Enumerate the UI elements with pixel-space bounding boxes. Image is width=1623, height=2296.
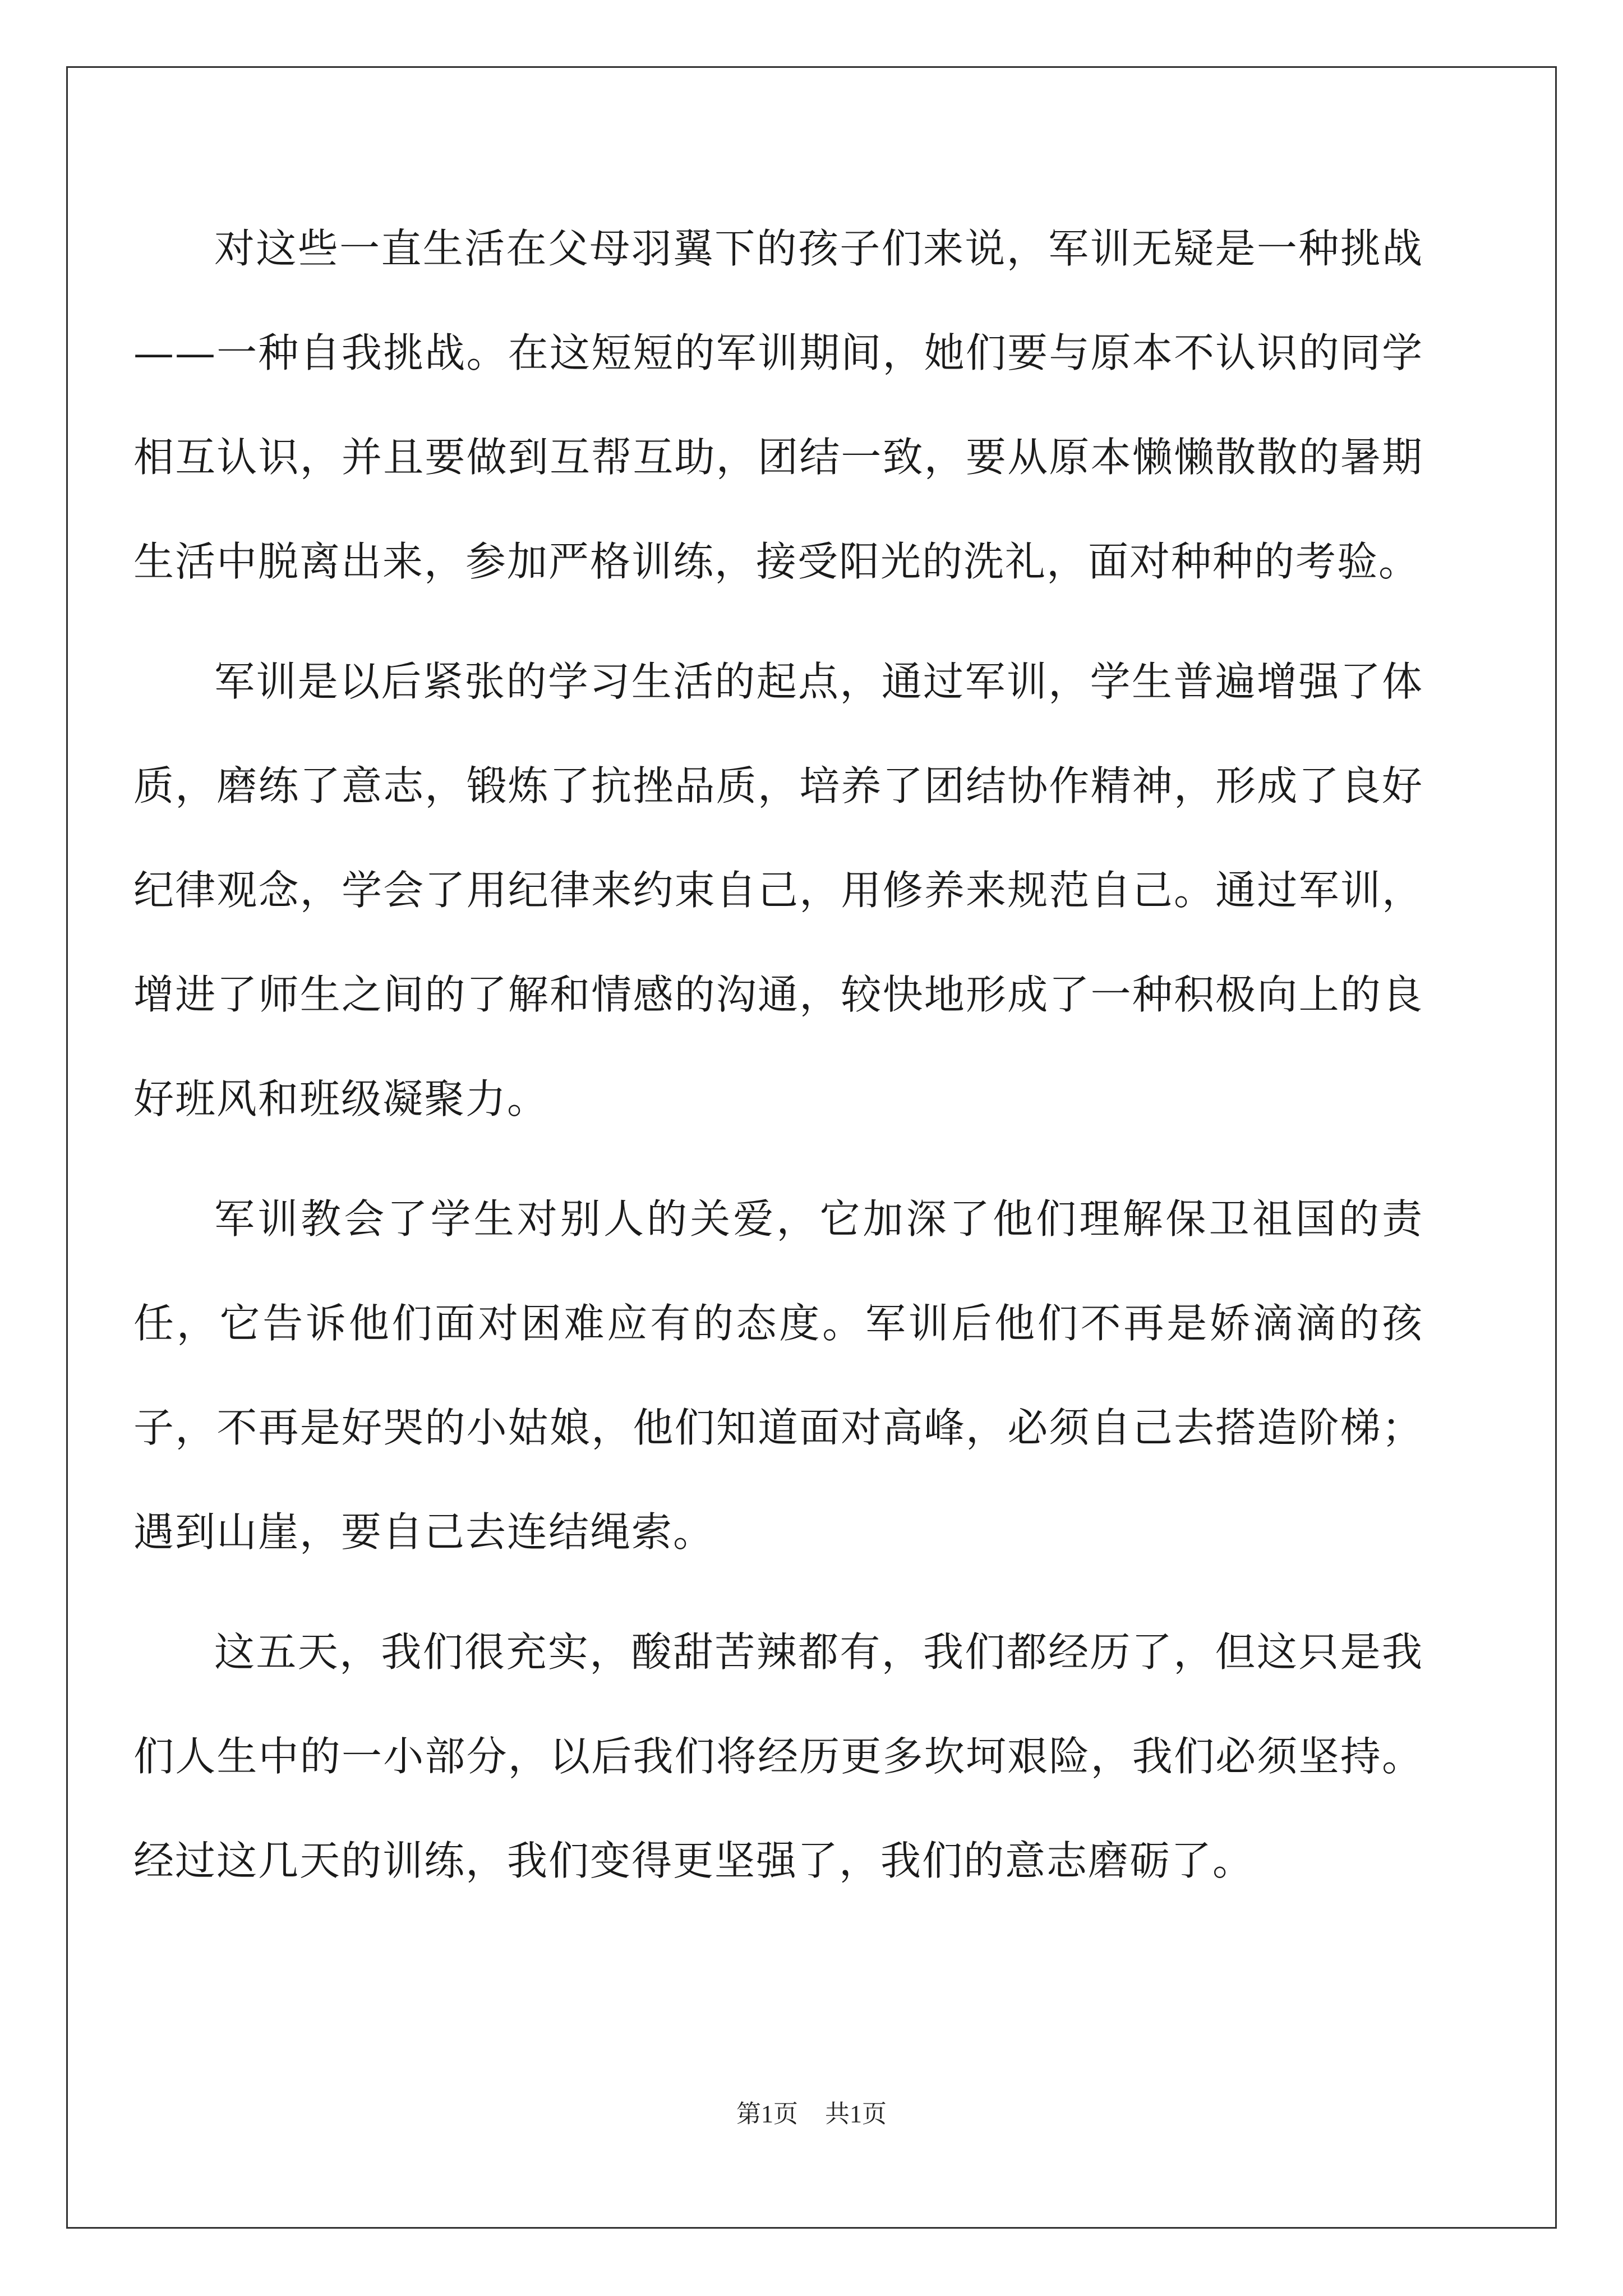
page-total: 共1页 <box>825 2100 887 2128</box>
paragraph-4: 这五天，我们很充实，酸甜苦辣都有，我们都经历了，但这只是我们人生中的一小部分，以后我们将经历更多坎坷艰险，我们必须坚持。经过这几天的训练，我们变得更坚强了，我们的意志磨砺了。 <box>133 1628 1423 1884</box>
page-footer <box>0 2093 1623 2129</box>
paragraph-3: 军训教会了学生对别人的关爱，它加深了他们理解保卫祖国的责任，它告诉他们面对困难应有的态度。军训后他们不再是娇滴滴的孩子，不再是好哭的小姑娘，他们知道面对高峰，必须自己去搭造阶梯；遇到山崖，要自己去连结绳索。 <box>133 1195 1423 1556</box>
page-number: 第1页 <box>736 2100 798 2128</box>
document-body <box>133 196 1423 1929</box>
paragraph-2: 军训是以后紧张的学习生活的起点，通过军训，学生普遍增强了体质，磨练了意志，锻炼了抗挫品质，培养了团结协作精神，形成了良好纪律观念，学会了用纪律来约束自己，用修养来规范自己。通过军训，增进了师生之间的了解和情感的沟通，较快地形成了一种积极向上的良好班风和班级凝聚力。 <box>133 658 1423 1122</box>
paragraph-1: 对这些一直生活在父母羽翼下的孩子们来说，军训无疑是一种挑战——一种自我挑战。在这短短的军训期间，她们要与原本不认识的同学相互认识，并且要做到互帮互助，团结一致，要从原本懒懒散散的暑期生活中脱离出来，参加严格训练，接受阳光的洗礼，面对种种的考验。 <box>133 225 1423 585</box>
